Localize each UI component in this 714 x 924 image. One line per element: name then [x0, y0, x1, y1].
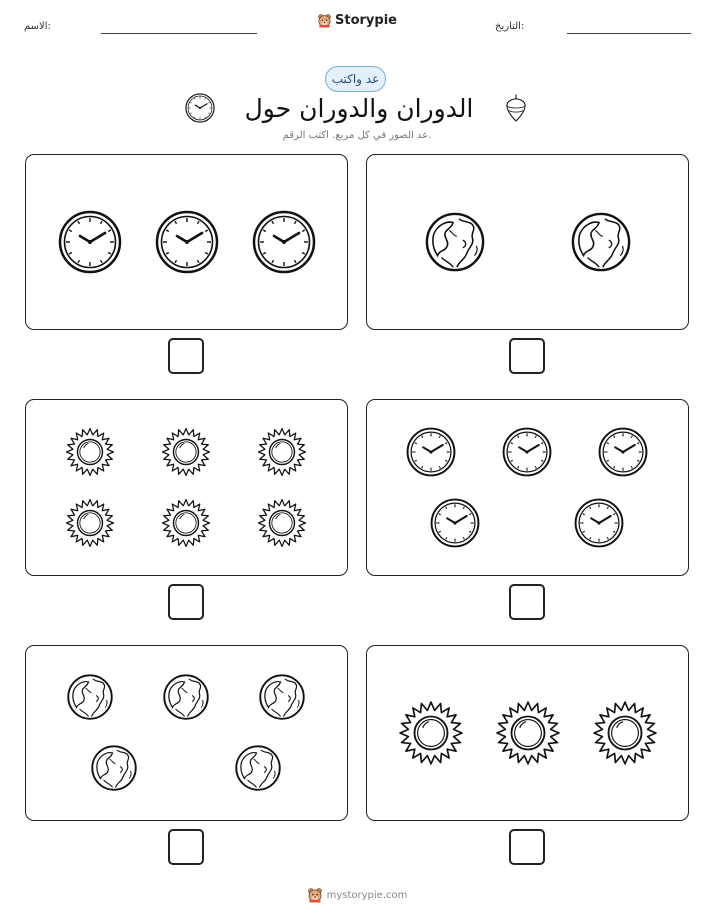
- date-label: التاريخ:: [495, 21, 525, 32]
- clock-icon: [574, 498, 624, 548]
- sun-icon: [495, 700, 561, 766]
- clock-icon: [185, 93, 215, 123]
- count-panel-5: [25, 645, 348, 821]
- answer-box[interactable]: [509, 829, 545, 865]
- clock-icon: [502, 427, 552, 477]
- brand-name: Storypie: [335, 13, 397, 28]
- sun-icon: [65, 498, 115, 548]
- answer-box[interactable]: [168, 584, 204, 620]
- earth-icon: [424, 211, 486, 273]
- earth-icon: [570, 211, 632, 273]
- brand-logo: [0, 13, 714, 28]
- count-panel-6: [366, 645, 689, 821]
- sun-icon: [65, 427, 115, 477]
- answer-box[interactable]: [509, 338, 545, 374]
- title-row: [0, 93, 714, 123]
- count-panel-2: [366, 154, 689, 330]
- earth-icon: [90, 744, 138, 792]
- bear-logo-icon: [307, 887, 323, 903]
- footer: [0, 887, 714, 903]
- sun-icon: [257, 498, 307, 548]
- spinning-top-icon: [503, 93, 529, 123]
- answer-box[interactable]: [168, 829, 204, 865]
- clock-icon: [406, 427, 456, 477]
- clock-icon: [430, 498, 480, 548]
- earth-icon: [66, 673, 114, 721]
- bear-logo-icon: [317, 13, 332, 28]
- name-line[interactable]: [101, 33, 257, 34]
- footer-url[interactable]: mystorypie.com: [326, 889, 408, 901]
- sun-icon: [398, 700, 464, 766]
- clock-icon: [598, 427, 648, 477]
- sun-icon: [161, 427, 211, 477]
- earth-icon: [258, 673, 306, 721]
- earth-icon: [234, 744, 282, 792]
- date-line[interactable]: [567, 33, 691, 34]
- sun-icon: [592, 700, 658, 766]
- sun-icon: [257, 427, 307, 477]
- count-panel-1: [25, 154, 348, 330]
- clock-icon: [252, 210, 316, 274]
- instructions: عد الصور في كل مربع. اكتب الرقم.: [282, 130, 432, 141]
- earth-icon: [162, 673, 210, 721]
- answer-box[interactable]: [168, 338, 204, 374]
- activity-badge: عد واكتب: [325, 66, 386, 92]
- name-label: الاسم:: [24, 21, 51, 32]
- page-title: الدوران والدوران حول: [244, 93, 474, 123]
- clock-icon: [58, 210, 122, 274]
- count-panel-4: [366, 399, 689, 576]
- answer-box[interactable]: [509, 584, 545, 620]
- clock-icon: [155, 210, 219, 274]
- sun-icon: [161, 498, 211, 548]
- count-panel-3: [25, 399, 348, 576]
